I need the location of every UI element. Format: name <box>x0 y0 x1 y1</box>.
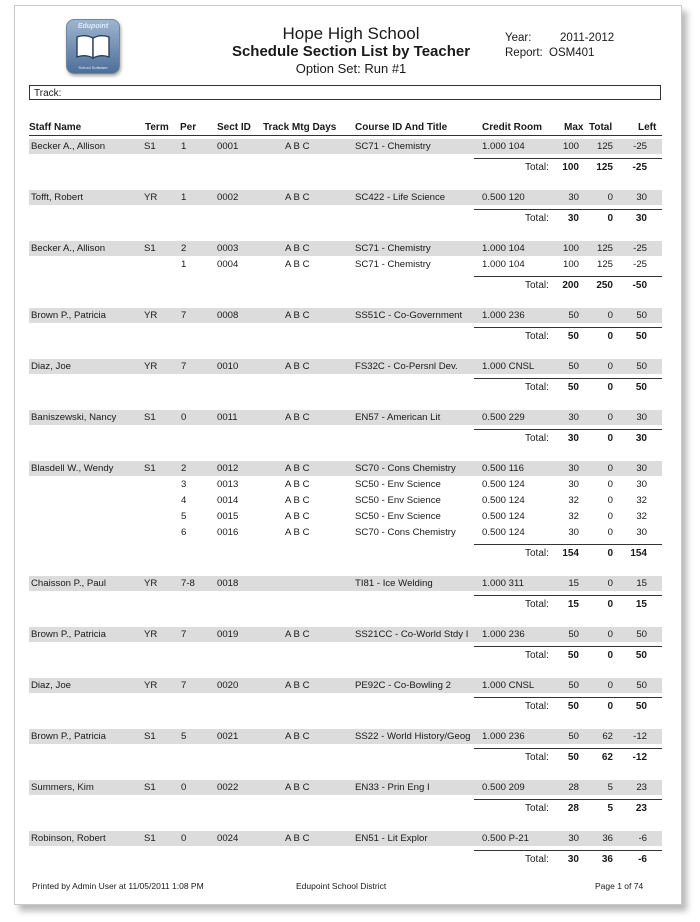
cell-sect: 0014 <box>217 495 239 506</box>
group-total-row <box>29 544 662 561</box>
staff-name: Tofft, Robert <box>31 192 84 203</box>
col-credit-room: Credit Room <box>482 122 542 133</box>
cell-days: A B C <box>285 463 310 474</box>
cell-per: 6 <box>181 527 187 538</box>
total-max: 100 <box>562 162 579 173</box>
cell-max: 32 <box>568 511 579 522</box>
cell-days: A B C <box>285 629 310 640</box>
cell-total: 0 <box>607 192 613 203</box>
cell-total: 0 <box>607 479 613 490</box>
total-left: 50 <box>635 382 647 393</box>
cell-course: FS32C - Co-Persnl Dev. <box>355 361 458 372</box>
cell-max: 100 <box>562 141 579 152</box>
cell-left: 30 <box>636 412 647 423</box>
cell-total: 36 <box>602 833 613 844</box>
cell-left: -12 <box>633 731 647 742</box>
col-sect-id: Sect ID <box>217 122 251 133</box>
cell-term: YR <box>144 192 158 203</box>
cell-days: A B C <box>285 361 310 372</box>
cell-course: SC70 - Cons Chemistry <box>355 463 456 474</box>
cell-max: 50 <box>568 361 579 372</box>
cell-sect: 0019 <box>217 629 239 640</box>
cell-left: 32 <box>636 511 647 522</box>
report-value: OSM401 <box>549 47 595 59</box>
table-row <box>29 493 662 508</box>
cell-term: S1 <box>144 412 156 423</box>
total-left: -25 <box>632 162 647 173</box>
total-left: 154 <box>630 548 647 559</box>
year-meta <box>505 32 615 44</box>
col-staff-name: Staff Name <box>29 122 82 133</box>
cell-left: 30 <box>636 527 647 538</box>
cell-per: 1 <box>181 141 187 152</box>
cell-total: 125 <box>596 259 613 270</box>
staff-name: Chaisson P., Paul <box>31 578 107 589</box>
logo-subtitle: School Software <box>78 65 108 70</box>
cell-credit: 0.500 P-21 <box>482 833 529 844</box>
cell-days: A B C <box>285 495 310 506</box>
cell-total: 125 <box>596 243 613 254</box>
total-rule <box>474 850 662 851</box>
total-total: 5 <box>607 803 613 814</box>
cell-max: 15 <box>568 578 579 589</box>
table-row <box>29 359 662 374</box>
cell-per: 4 <box>181 495 187 506</box>
cell-course: SC50 - Env Science <box>355 511 441 522</box>
cell-total: 0 <box>607 310 613 321</box>
total-rule <box>474 378 662 379</box>
group-total-row <box>29 158 662 175</box>
cell-per: 7 <box>181 361 187 372</box>
table-row <box>29 461 662 476</box>
group-total-row <box>29 276 662 293</box>
cell-credit: 1.000 236 <box>482 629 525 640</box>
cell-term: S1 <box>144 463 156 474</box>
total-label: Total: <box>525 650 549 661</box>
total-total: 0 <box>607 433 613 444</box>
total-rule <box>474 697 662 698</box>
cell-max: 30 <box>568 479 579 490</box>
col-term: Term <box>145 122 169 133</box>
cell-total: 62 <box>602 731 613 742</box>
cell-sect: 0011 <box>217 412 238 423</box>
staff-name: Diaz, Joe <box>31 361 71 372</box>
cell-left: 50 <box>636 629 647 640</box>
cell-sect: 0001 <box>217 141 239 152</box>
table-row <box>29 831 662 846</box>
cell-credit: 1.000 104 <box>482 259 525 270</box>
year-label: Year: <box>505 32 532 44</box>
table-row <box>29 576 662 591</box>
cell-days: A B C <box>285 833 310 844</box>
total-max: 50 <box>567 331 579 342</box>
total-label: Total: <box>525 382 549 393</box>
total-max: 50 <box>567 752 579 763</box>
staff-name: Summers, Kim <box>31 782 94 793</box>
table-row <box>29 509 662 524</box>
total-left: 30 <box>635 213 647 224</box>
cell-term: YR <box>144 310 158 321</box>
cell-per: 2 <box>181 243 187 254</box>
cell-total: 0 <box>607 527 613 538</box>
total-label: Total: <box>525 280 549 291</box>
cell-max: 100 <box>562 259 579 270</box>
cell-total: 0 <box>607 680 613 691</box>
cell-total: 5 <box>607 782 613 793</box>
track-label: Track: <box>34 88 62 99</box>
report-label: Report: <box>505 47 543 59</box>
total-total: 0 <box>607 701 613 712</box>
track-box <box>29 85 661 100</box>
table-row <box>29 678 662 693</box>
cell-days: A B C <box>285 680 310 691</box>
cell-sect: 0018 <box>217 578 239 589</box>
cell-credit: 1.000 311 <box>482 578 524 589</box>
cell-sect: 0021 <box>217 731 239 742</box>
cell-course: SS21CC - Co-World Stdy I <box>355 629 469 640</box>
cell-credit: 1.000 CNSL <box>482 680 535 691</box>
cell-days: A B C <box>285 731 310 742</box>
total-max: 30 <box>567 854 579 865</box>
cell-left: 50 <box>636 680 647 691</box>
option-set: Option Set: Run #1 <box>295 61 407 76</box>
total-rule <box>474 429 662 430</box>
cell-total: 0 <box>607 629 613 640</box>
cell-per: 7 <box>181 310 187 321</box>
cell-days: A B C <box>285 511 310 522</box>
col-course: Course ID And Title <box>355 122 448 133</box>
cell-max: 50 <box>568 731 579 742</box>
logo-wordmark: Edupoint <box>77 23 109 30</box>
table-row <box>29 241 662 256</box>
total-total: 62 <box>601 752 613 763</box>
edupoint-logo <box>66 19 120 74</box>
cell-sect: 0013 <box>217 479 239 490</box>
staff-name: Becker A., Allison <box>31 243 106 254</box>
total-rule <box>474 209 662 210</box>
cell-per: 5 <box>181 511 187 522</box>
total-left: -50 <box>632 280 647 291</box>
cell-left: -6 <box>638 833 647 844</box>
cell-days: A B C <box>285 527 310 538</box>
cell-max: 30 <box>568 833 579 844</box>
total-total: 0 <box>607 382 613 393</box>
cell-total: 0 <box>607 495 613 506</box>
cell-credit: 1.000 CNSL <box>482 361 535 372</box>
cell-term: YR <box>144 629 158 640</box>
printed-by: Printed by Admin User at 11/05/2011 1:08 PM <box>32 881 204 891</box>
group-total-row <box>29 209 662 226</box>
cell-term: S1 <box>144 731 156 742</box>
cell-credit: 0.500 209 <box>482 782 525 793</box>
total-max: 200 <box>562 280 579 291</box>
cell-term: YR <box>144 578 158 589</box>
cell-term: YR <box>144 680 158 691</box>
table-row <box>29 308 662 323</box>
district: Edupoint School District <box>296 881 387 891</box>
cell-sect: 0008 <box>217 310 239 321</box>
cell-total: 0 <box>607 578 613 589</box>
total-total: 0 <box>607 213 613 224</box>
total-total: 125 <box>596 162 613 173</box>
group-total-row <box>29 646 662 663</box>
total-max: 30 <box>567 213 579 224</box>
total-label: Total: <box>525 162 549 173</box>
cell-left: 30 <box>636 479 647 490</box>
total-label: Total: <box>525 213 549 224</box>
total-rule <box>474 327 662 328</box>
table-row <box>29 627 662 642</box>
cell-term: YR <box>144 361 158 372</box>
group-total-row <box>29 595 662 612</box>
cell-left: 30 <box>636 463 647 474</box>
cell-days: A B C <box>285 141 310 152</box>
total-rule <box>474 158 662 159</box>
cell-per: 1 <box>181 192 187 203</box>
cell-per: 7 <box>181 680 187 691</box>
cell-per: 2 <box>181 463 187 474</box>
cell-left: 30 <box>636 192 647 203</box>
cell-left: 23 <box>636 782 647 793</box>
cell-credit: 1.000 104 <box>482 141 525 152</box>
cell-sect: 0003 <box>217 243 239 254</box>
cell-credit: 0.500 229 <box>482 412 525 423</box>
cell-credit: 0.500 124 <box>482 511 525 522</box>
table-row <box>29 780 662 795</box>
group-total-row <box>29 850 662 867</box>
cell-max: 50 <box>568 629 579 640</box>
cell-total: 0 <box>607 463 613 474</box>
cell-sect: 0002 <box>217 192 239 203</box>
total-total: 36 <box>601 854 613 865</box>
total-rule <box>474 748 662 749</box>
total-left: -12 <box>632 752 647 763</box>
cell-credit: 1.000 236 <box>482 731 525 742</box>
cell-total: 0 <box>607 361 613 372</box>
staff-name: Diaz, Joe <box>31 680 71 691</box>
cell-max: 28 <box>568 782 579 793</box>
cell-course: SC71 - Chemistry <box>355 141 431 152</box>
table-row <box>29 477 662 492</box>
cell-course: SC50 - Env Science <box>355 479 441 490</box>
total-rule <box>474 544 662 545</box>
cell-course: SS22 - World History/Geog <box>355 731 471 742</box>
report-id-meta <box>505 47 595 59</box>
cell-total: 125 <box>596 141 613 152</box>
cell-sect: 0012 <box>217 463 239 474</box>
total-label: Total: <box>525 803 549 814</box>
cell-credit: 0.500 120 <box>482 192 525 203</box>
report-page <box>14 5 682 905</box>
group-total-row <box>29 697 662 714</box>
table-row <box>29 190 662 205</box>
cell-per: 7-8 <box>181 578 195 589</box>
group-total-row <box>29 799 662 816</box>
total-left: 23 <box>635 803 647 814</box>
total-left: 15 <box>635 599 647 610</box>
cell-credit: 0.500 116 <box>482 463 524 474</box>
cell-per: 0 <box>181 412 187 423</box>
total-left: 50 <box>635 650 647 661</box>
cell-course: EN51 - Lit Explor <box>355 833 428 844</box>
total-max: 28 <box>567 803 579 814</box>
cell-per: 3 <box>181 479 187 490</box>
cell-total: 0 <box>607 412 613 423</box>
cell-course: TI81 - Ice Welding <box>355 578 433 589</box>
cell-course: EN33 - Prin Eng I <box>355 782 430 793</box>
cell-sect: 0022 <box>217 782 239 793</box>
page-number: Page 1 of 74 <box>595 881 644 891</box>
cell-course: SC50 - Env Science <box>355 495 441 506</box>
total-max: 50 <box>567 382 579 393</box>
total-total: 0 <box>607 331 613 342</box>
cell-per: 5 <box>181 731 187 742</box>
cell-max: 30 <box>568 412 579 423</box>
cell-max: 100 <box>562 243 579 254</box>
cell-term: S1 <box>144 833 156 844</box>
table-row <box>29 525 662 540</box>
col-left: Left <box>638 122 657 133</box>
total-max: 50 <box>567 650 579 661</box>
cell-left: 15 <box>636 578 647 589</box>
total-left: 30 <box>635 433 647 444</box>
cell-sect: 0004 <box>217 259 239 270</box>
col-track-days: Track Mtg Days <box>263 122 337 133</box>
total-total: 0 <box>607 650 613 661</box>
cell-max: 30 <box>568 463 579 474</box>
cell-sect: 0010 <box>217 361 239 372</box>
col-total: Total <box>589 122 613 133</box>
staff-name: Robinson, Robert <box>31 833 106 844</box>
cell-left: 32 <box>636 495 647 506</box>
cell-course: SC71 - Chemistry <box>355 243 431 254</box>
year-value: 2011-2012 <box>560 32 615 44</box>
cell-max: 30 <box>568 527 579 538</box>
total-rule <box>474 276 662 277</box>
cell-max: 30 <box>568 192 579 203</box>
staff-name: Brown P., Patricia <box>31 629 107 640</box>
cell-course: SC422 - Life Science <box>355 192 446 203</box>
cell-term: S1 <box>144 243 156 254</box>
cell-days: A B C <box>285 192 310 203</box>
cell-credit: 0.500 124 <box>482 479 525 490</box>
total-max: 154 <box>562 548 579 559</box>
total-left: -6 <box>638 854 647 865</box>
cell-total: 0 <box>607 511 613 522</box>
col-max: Max <box>564 122 584 133</box>
total-max: 50 <box>567 701 579 712</box>
total-left: 50 <box>635 331 647 342</box>
col-per: Per <box>180 122 197 133</box>
total-left: 50 <box>635 701 647 712</box>
cell-per: 0 <box>181 833 187 844</box>
staff-name: Brown P., Patricia <box>31 310 107 321</box>
cell-per: 7 <box>181 629 187 640</box>
group-total-row <box>29 748 662 765</box>
total-max: 30 <box>567 433 579 444</box>
cell-left: 50 <box>636 361 647 372</box>
cell-left: -25 <box>633 141 647 152</box>
cell-max: 32 <box>568 495 579 506</box>
total-label: Total: <box>525 433 549 444</box>
cell-credit: 1.000 104 <box>482 243 525 254</box>
total-label: Total: <box>525 854 549 865</box>
total-label: Total: <box>525 752 549 763</box>
cell-credit: 0.500 124 <box>482 527 525 538</box>
staff-name: Blasdell W., Wendy <box>31 463 114 474</box>
total-rule <box>474 595 662 596</box>
cell-course: SC71 - Chemistry <box>355 259 431 270</box>
cell-days: A B C <box>285 259 310 270</box>
cell-days: A B C <box>285 479 310 490</box>
header-rule <box>29 135 662 136</box>
cell-credit: 0.500 124 <box>482 495 525 506</box>
cell-left: 50 <box>636 310 647 321</box>
cell-days: A B C <box>285 310 310 321</box>
cell-term: S1 <box>144 141 156 152</box>
cell-sect: 0024 <box>217 833 239 844</box>
book-icon <box>75 34 111 59</box>
total-total: 0 <box>607 599 613 610</box>
report-title: Schedule Section List by Teacher <box>231 43 471 60</box>
total-max: 15 <box>567 599 579 610</box>
total-label: Total: <box>525 599 549 610</box>
table-row <box>29 139 662 154</box>
cell-per: 1 <box>181 259 187 270</box>
cell-sect: 0016 <box>217 527 239 538</box>
cell-days: A B C <box>285 243 310 254</box>
group-total-row <box>29 429 662 446</box>
cell-course: PE92C - Co-Bowling 2 <box>355 680 451 691</box>
total-label: Total: <box>525 331 549 342</box>
staff-name: Brown P., Patricia <box>31 731 107 742</box>
total-label: Total: <box>525 701 549 712</box>
group-total-row <box>29 327 662 344</box>
group-total-row <box>29 378 662 395</box>
cell-course: SS51C - Co-Government <box>355 310 463 321</box>
total-rule <box>474 799 662 800</box>
staff-name: Baniszewski, Nancy <box>31 412 117 423</box>
cell-left: -25 <box>633 243 647 254</box>
staff-name: Becker A., Allison <box>31 141 106 152</box>
cell-course: SC70 - Cons Chemistry <box>355 527 456 538</box>
cell-days: A B C <box>285 412 310 423</box>
table-row <box>29 257 662 272</box>
cell-left: -25 <box>633 259 647 270</box>
cell-max: 50 <box>568 310 579 321</box>
total-total: 250 <box>596 280 613 291</box>
cell-term: S1 <box>144 782 156 793</box>
total-label: Total: <box>525 548 549 559</box>
cell-per: 0 <box>181 782 187 793</box>
total-rule <box>474 646 662 647</box>
total-total: 0 <box>607 548 613 559</box>
cell-course: EN57 - American Lit <box>355 412 441 423</box>
cell-credit: 1.000 236 <box>482 310 525 321</box>
cell-days: A B C <box>285 782 310 793</box>
cell-sect: 0020 <box>217 680 239 691</box>
cell-max: 50 <box>568 680 579 691</box>
cell-sect: 0015 <box>217 511 239 522</box>
school-name: Hope High School <box>282 24 420 43</box>
table-row <box>29 410 662 425</box>
table-row <box>29 729 662 744</box>
